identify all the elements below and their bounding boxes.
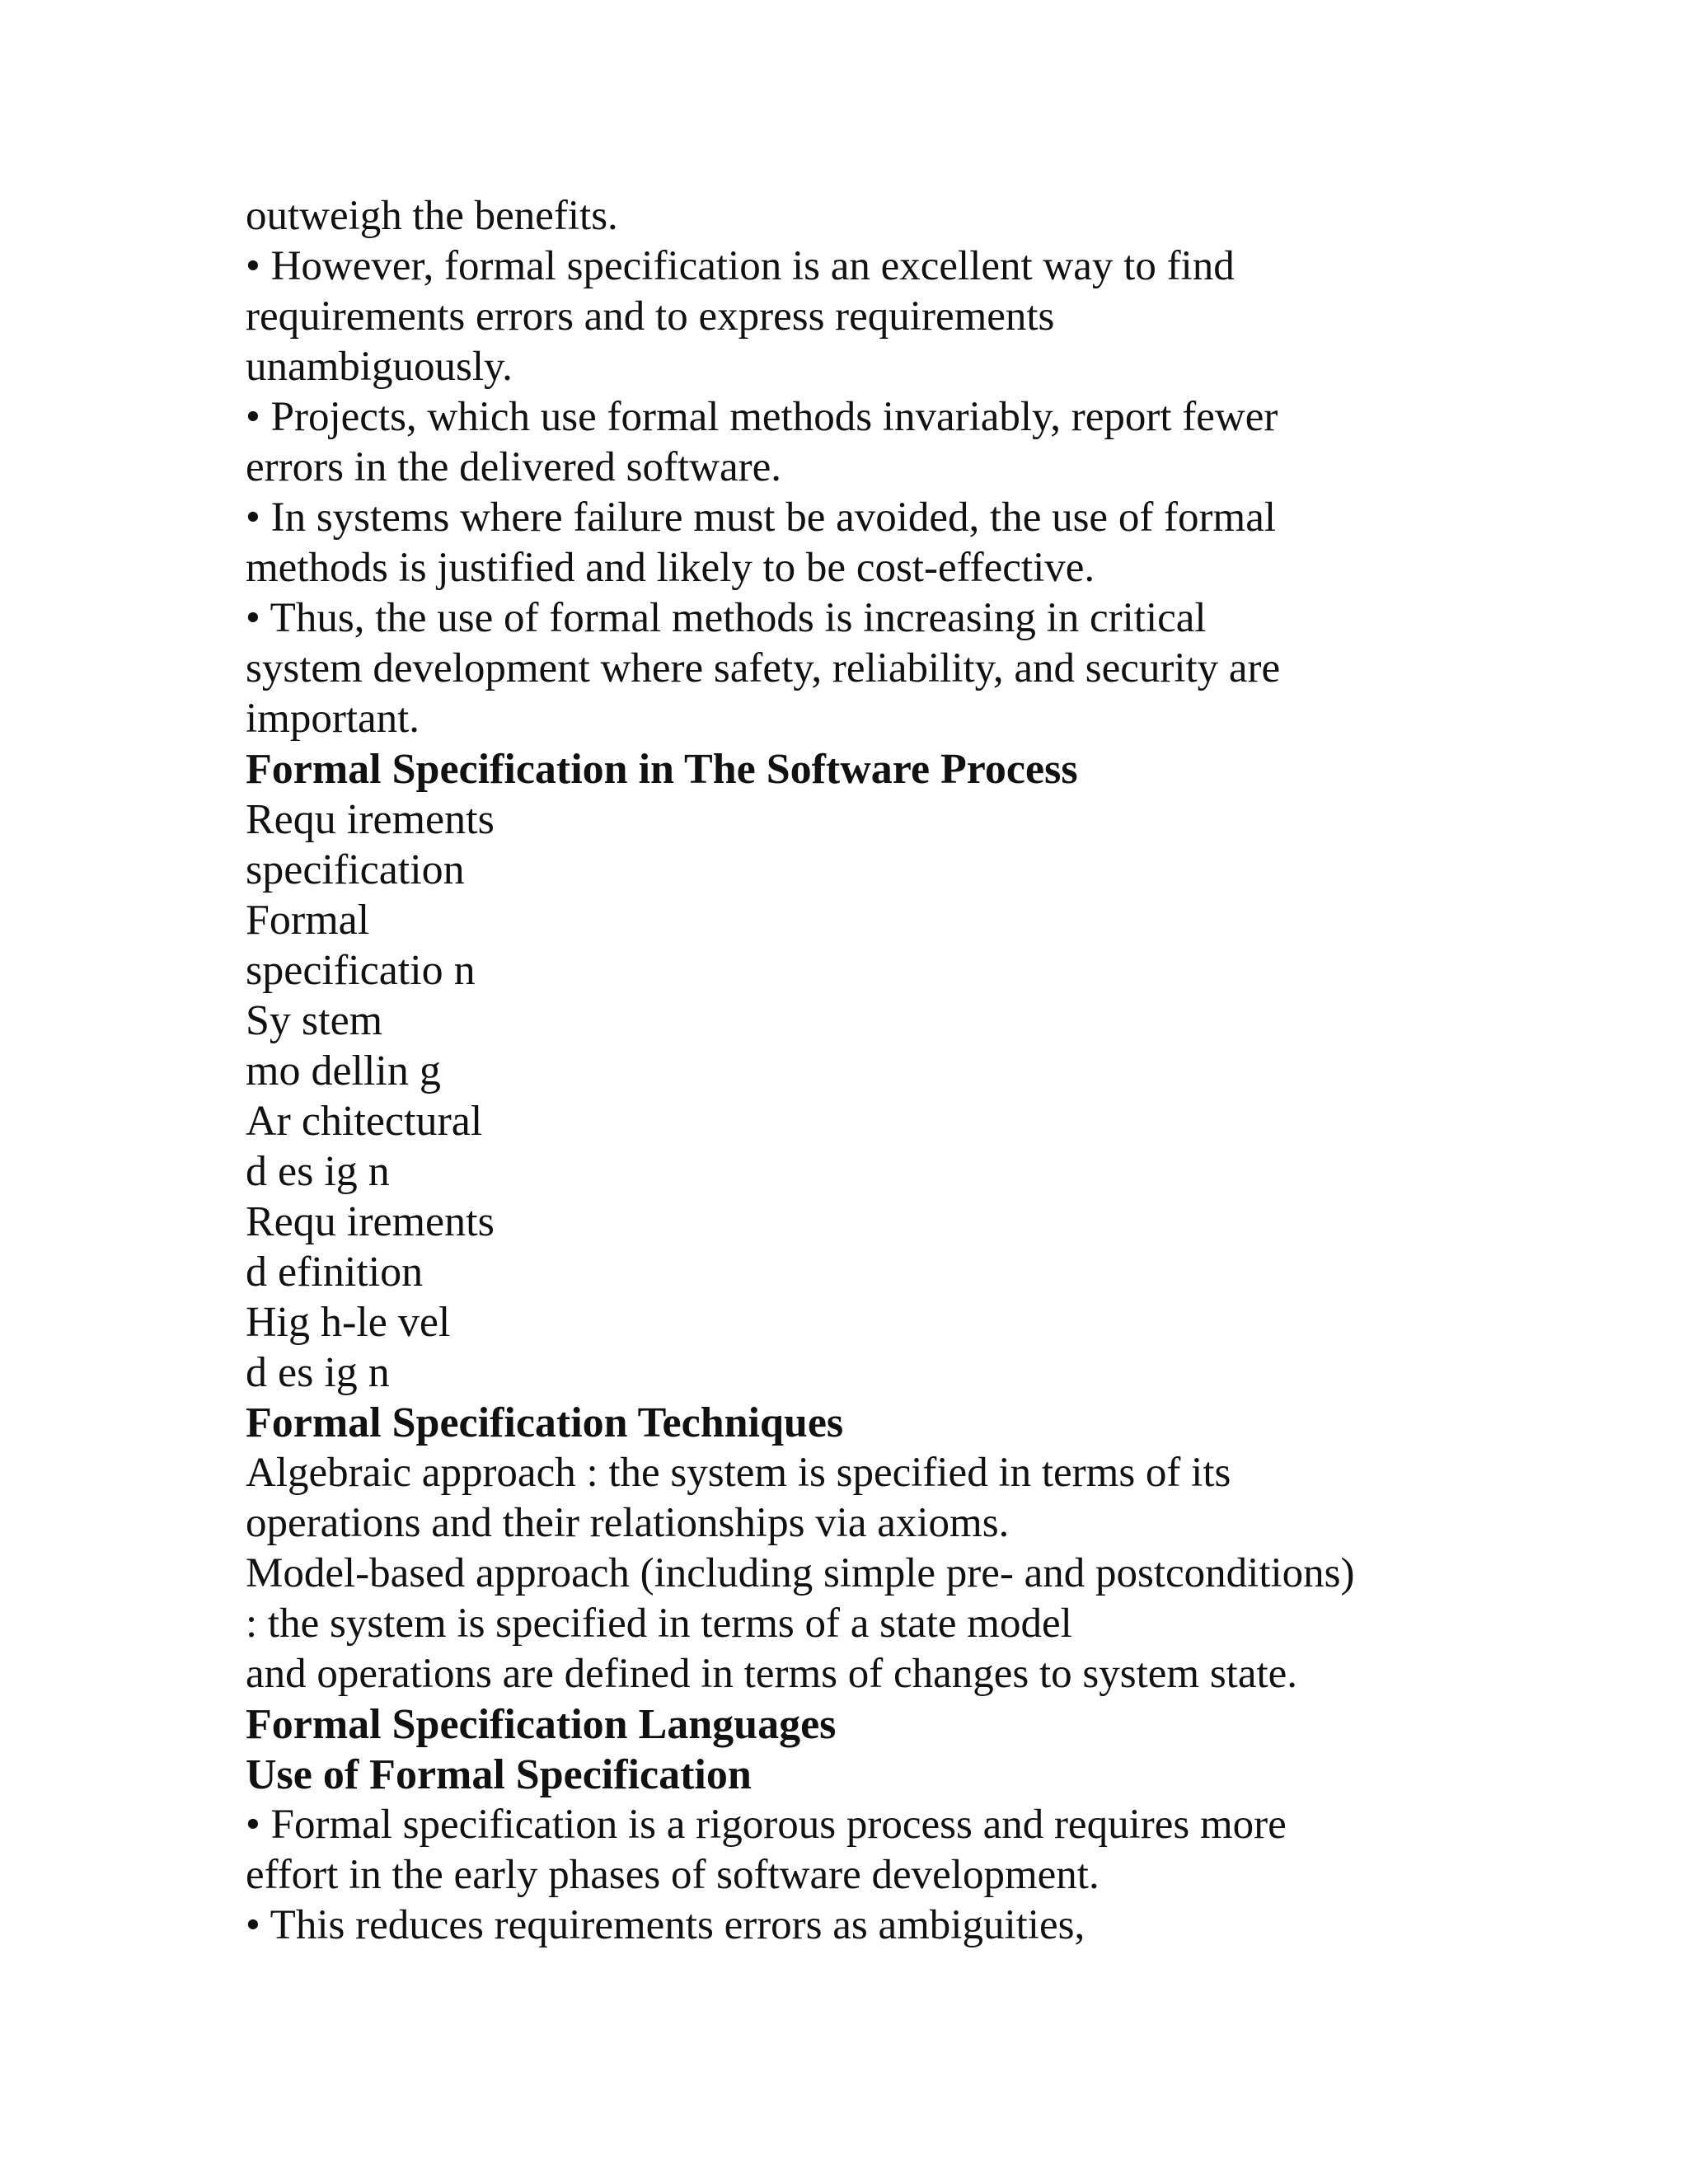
intro-paragraphs: [246, 191, 1647, 744]
diagram-label: d efinition: [246, 1249, 424, 1296]
diagram-label: Ar chitectural: [246, 1098, 483, 1145]
text-line: important.: [246, 696, 420, 742]
diagram-label: Sy stem: [246, 997, 383, 1044]
bullet-line: • In systems where failure must be avoided, the use of formal: [246, 494, 1276, 541]
section-heading-techniques: Formal Specification Techniques: [246, 1399, 844, 1446]
diagram-label: d es ig n: [246, 1148, 390, 1195]
diagram-label: specificatio n: [246, 947, 476, 994]
text-line: Model-based approach (including simple pre- and postconditions): [246, 1550, 1355, 1596]
text-line: Algebraic approach : the system is specified in terms of its: [246, 1450, 1231, 1496]
diagram-label: d es ig n: [246, 1349, 390, 1396]
text-line: operations and their relationships via axioms.: [246, 1500, 1010, 1546]
text-line: errors in the delivered software.: [246, 444, 781, 490]
document-page: [246, 191, 1647, 1951]
text-line: effort in the early phases of software development.: [246, 1852, 1100, 1898]
text-line: and operations are defined in terms of changes to system state.: [246, 1651, 1298, 1697]
text-line: outweigh the benefits.: [246, 193, 618, 239]
diagram-label: mo dellin g: [246, 1047, 441, 1094]
bullet-line: • Thus, the use of formal methods is increasing in critical: [246, 595, 1207, 641]
section-heading-languages: Formal Specification Languages: [246, 1701, 837, 1748]
diagram-label: Requ irements: [246, 796, 495, 843]
bullet-line: • Projects, which use formal methods invariably, report fewer: [246, 394, 1278, 440]
diagram-label: specification: [246, 846, 465, 893]
section-heading-process: Formal Specification in The Software Process: [246, 746, 1078, 793]
techniques-paragraphs: [246, 1448, 1647, 1699]
text-line: : the system is specified in terms of a state model: [246, 1601, 1072, 1647]
use-paragraphs: [246, 1800, 1647, 1951]
bullet-line: • However, formal specification is an excellent way to find: [246, 243, 1235, 289]
diagram-label: Hig h-le vel: [246, 1299, 451, 1346]
text-line: requirements errors and to express requirements: [246, 293, 1055, 340]
diagram-label: Formal: [246, 897, 370, 944]
text-line: unambiguously.: [246, 344, 513, 390]
bullet-line: • Formal specification is a rigorous process and requires more: [246, 1802, 1287, 1848]
process-diagram-labels: [246, 794, 1647, 1398]
diagram-label: Requ irements: [246, 1198, 495, 1245]
text-line: system development where safety, reliability, and security are: [246, 645, 1281, 691]
section-heading-use: Use of Formal Specification: [246, 1751, 752, 1798]
text-line: methods is justified and likely to be cost-effective.: [246, 545, 1095, 591]
bullet-line: • This reduces requirements errors as ambiguities,: [246, 1902, 1085, 1948]
